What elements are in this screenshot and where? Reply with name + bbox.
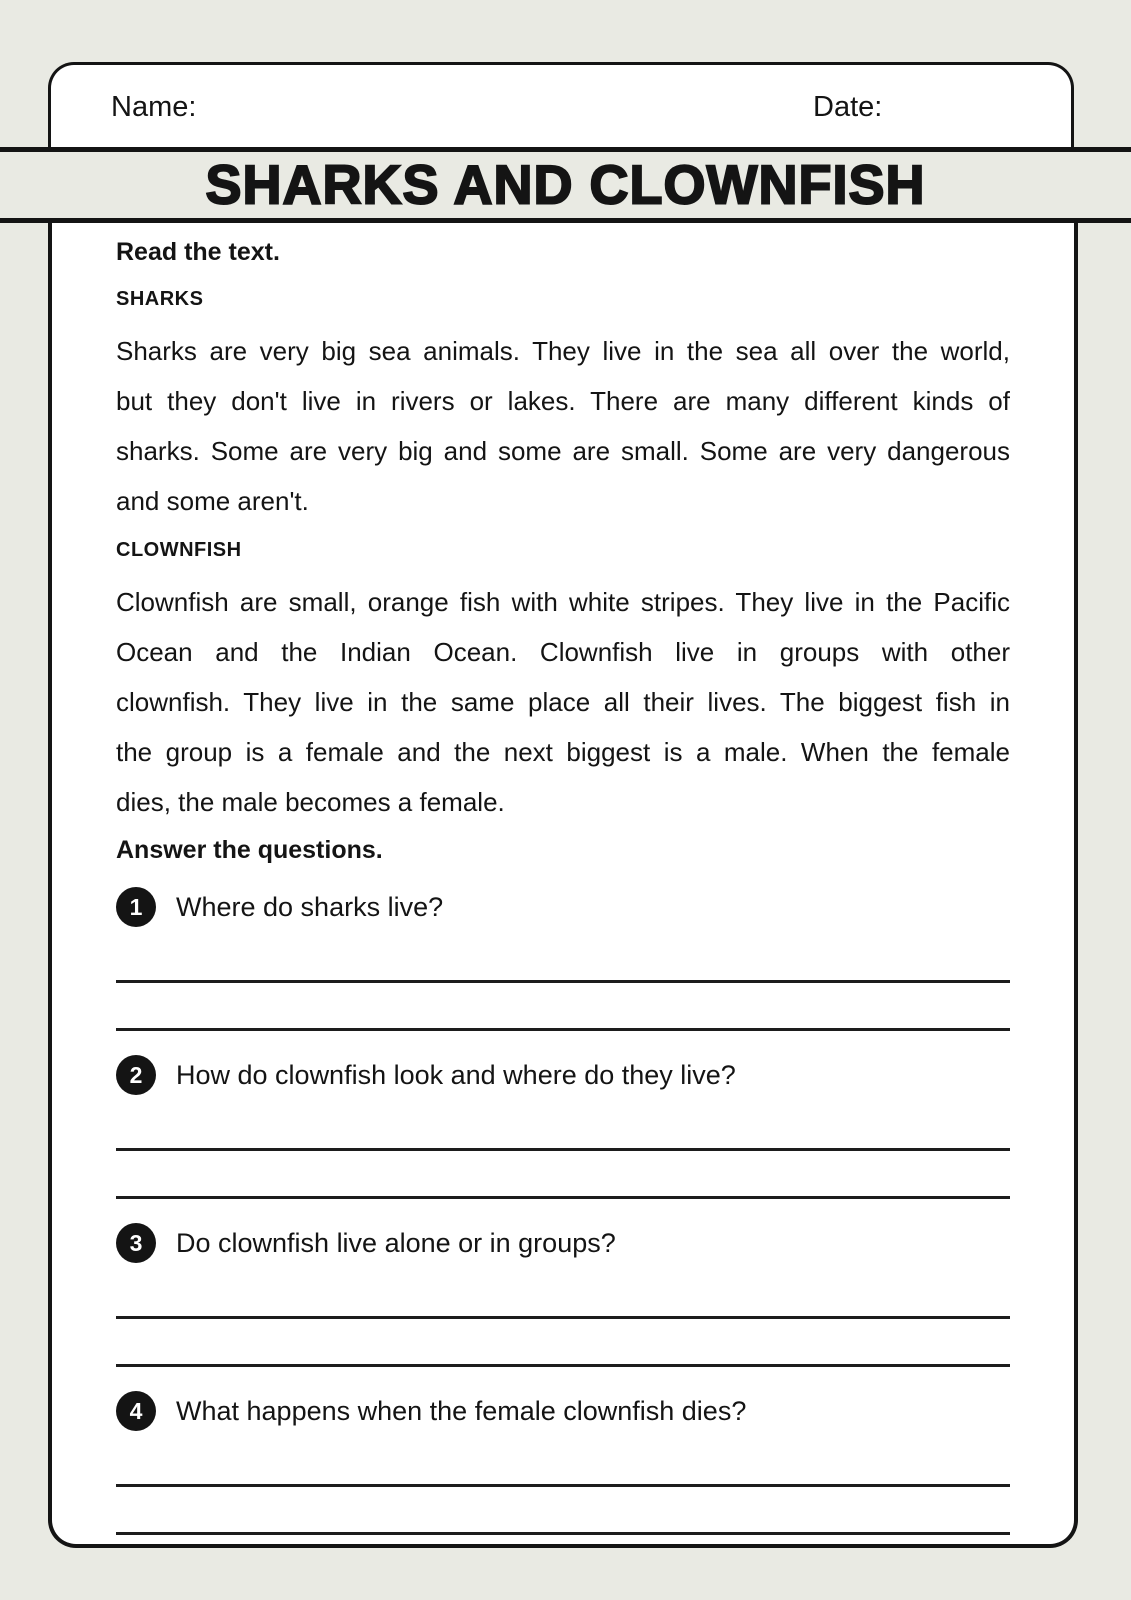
paragraph-line: Sharks are very big sea animals. They live in the sea all over the world, — [116, 336, 1010, 366]
paragraph-sharks — [116, 326, 1010, 526]
paragraph-line: the group is a female and the next biggest is a male. When the female — [116, 737, 1010, 767]
question-block-2 — [116, 1055, 1010, 1199]
answer-line[interactable] — [116, 1103, 1010, 1151]
answer-line[interactable] — [116, 983, 1010, 1031]
question-row — [116, 887, 1010, 927]
answer-line[interactable] — [116, 1319, 1010, 1367]
date-label: Date: — [813, 91, 883, 123]
question-text: Do clownfish live alone or in groups? — [176, 1227, 616, 1258]
paragraph-line: dies, the male becomes a female. — [116, 787, 505, 817]
title-band — [0, 147, 1131, 223]
paragraph-line: sharks. Some are very big and some are small. Some are very dangerous — [116, 436, 1010, 466]
paragraph-line: and some aren't. — [116, 486, 309, 516]
name-label: Name: — [111, 91, 197, 123]
answer-line[interactable] — [116, 935, 1010, 983]
paragraph-line: Clownfish are small, orange fish with white stripes. They live in the Pacific — [116, 587, 1010, 617]
question-text: What happens when the female clownfish dies? — [176, 1395, 747, 1426]
question-block-4 — [116, 1391, 1010, 1535]
paragraph-line: clownfish. They live in the same place all their lives. The biggest fish in — [116, 687, 1010, 717]
name-blank[interactable] — [196, 88, 576, 128]
question-number-badge: 1 — [116, 887, 156, 927]
paragraph-line: Ocean and the Indian Ocean. Clownfish live in groups with other — [116, 637, 1010, 667]
answer-instruction: Answer the questions. — [116, 836, 383, 864]
paragraph-clownfish — [116, 577, 1010, 827]
question-row — [116, 1391, 1010, 1431]
section-heading-clownfish: CLOWNFISH — [116, 539, 242, 561]
answer-line[interactable] — [116, 1439, 1010, 1487]
question-row — [116, 1055, 1010, 1095]
worksheet-title: SHARKS AND CLOWNFISH — [205, 154, 926, 216]
section-heading-sharks: SHARKS — [116, 288, 204, 310]
answer-line[interactable] — [116, 1271, 1010, 1319]
read-instruction: Read the text. — [116, 238, 280, 266]
question-text: How do clownfish look and where do they live? — [176, 1059, 736, 1090]
question-block-3 — [116, 1223, 1010, 1367]
name-date-box — [48, 62, 1074, 150]
question-number-badge: 3 — [116, 1223, 156, 1263]
question-text: Where do sharks live? — [176, 891, 444, 922]
question-number-badge: 2 — [116, 1055, 156, 1095]
answer-line[interactable] — [116, 1487, 1010, 1535]
paragraph-line: but they don't live in rivers or lakes. There are many different kinds of — [116, 386, 1010, 416]
answer-line[interactable] — [116, 1151, 1010, 1199]
date-blank[interactable] — [896, 88, 1046, 128]
question-block-1 — [116, 887, 1010, 1031]
question-number-badge: 4 — [116, 1391, 156, 1431]
worksheet-card — [48, 223, 1078, 1548]
question-row — [116, 1223, 1010, 1263]
